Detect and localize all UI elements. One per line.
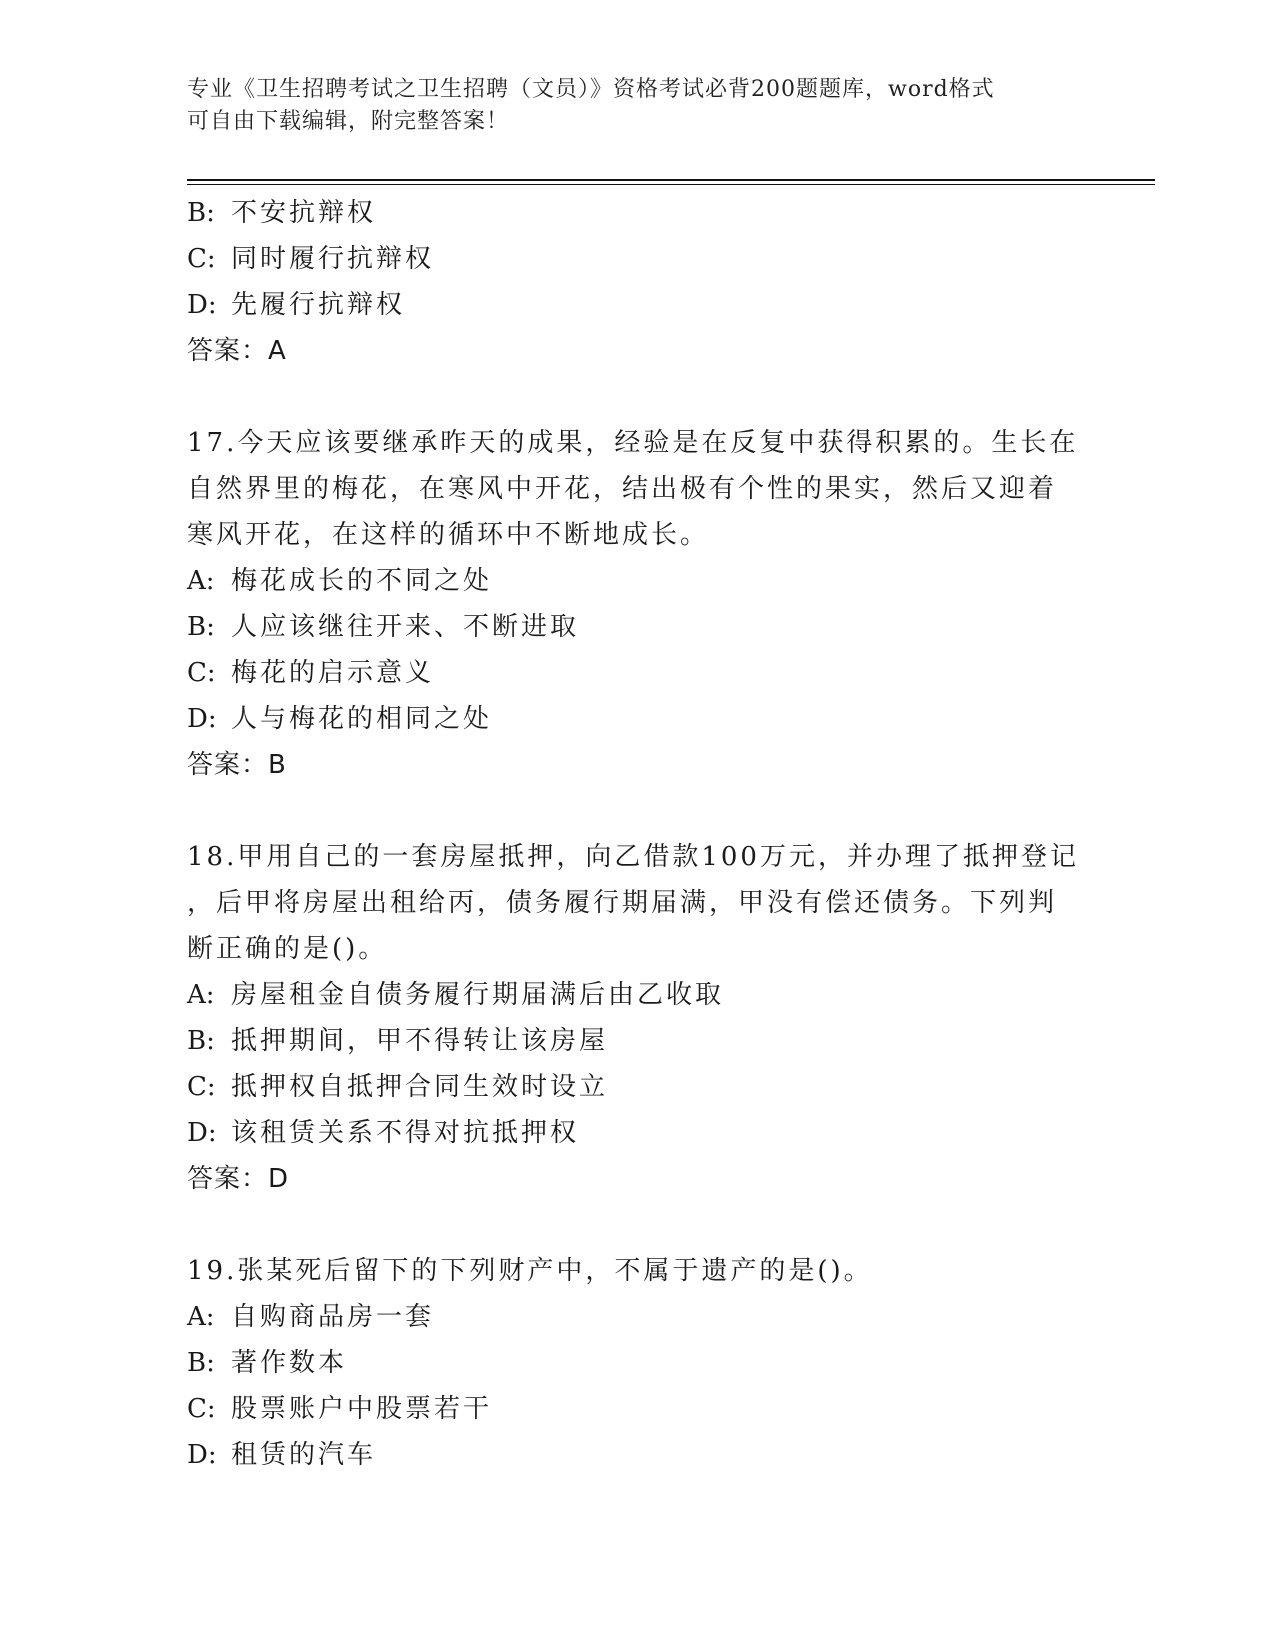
option-b <box>187 1340 1087 1386</box>
option-c <box>187 1386 1087 1432</box>
option-d <box>187 282 1087 328</box>
option-a <box>187 1294 1087 1340</box>
option-b <box>187 604 1087 650</box>
question-block <box>187 190 1087 374</box>
question-block <box>187 420 1087 788</box>
option-text: 人与梅花的相同之处 <box>231 704 493 734</box>
option-text: 房屋租金自债务履行期届满后由乙收取 <box>231 980 725 1010</box>
option-text: 著作数本 <box>231 1348 348 1378</box>
option-b <box>187 1018 1087 1064</box>
option-a <box>187 972 1087 1018</box>
option-key: C: <box>187 1394 216 1424</box>
option-text: 该租赁关系不得对抗抵押权 <box>231 1118 580 1148</box>
question-text-line: 18.甲用自己的一套房屋抵押，向乙借款100万元，并办理了抵押登记 <box>187 842 1079 872</box>
option-text: 抵押权自抵押合同生效时设立 <box>231 1072 609 1102</box>
option-d <box>187 1432 1087 1478</box>
option-d <box>187 696 1087 742</box>
option-text: 先履行抗辩权 <box>231 290 406 320</box>
header-line-2: 可自由下载编辑，附完整答案！ <box>187 109 510 134</box>
option-text: 租赁的汽车 <box>231 1440 377 1470</box>
header-divider <box>187 179 1155 181</box>
option-key: C: <box>187 1072 216 1102</box>
document-header <box>187 74 1087 138</box>
answer-line: 答案：D <box>187 1164 290 1194</box>
option-key: D: <box>187 1440 217 1470</box>
question-text-line: 断正确的是()。 <box>187 934 388 964</box>
option-key: B: <box>187 1026 215 1056</box>
header-divider-thin <box>187 184 1155 185</box>
answer-line: 答案：B <box>187 750 287 780</box>
option-c <box>187 1064 1087 1110</box>
header-line-1: 专业《卫生招聘考试之卫生招聘（文员）》资格考试必背200题题库，word格式 <box>187 77 995 102</box>
option-b <box>187 190 1087 236</box>
option-text: 股票账户中股票若干 <box>231 1394 493 1424</box>
option-text: 梅花成长的不同之处 <box>231 566 493 596</box>
option-d <box>187 1110 1087 1156</box>
option-key: D: <box>187 704 217 734</box>
option-key: A: <box>187 1302 215 1332</box>
question-list <box>187 190 1087 1478</box>
option-key: B: <box>187 198 215 228</box>
option-key: A: <box>187 980 215 1010</box>
question-text-line: 19.张某死后留下的下列财产中，不属于遗产的是()。 <box>187 1256 873 1286</box>
option-key: D: <box>187 1118 217 1148</box>
option-key: C: <box>187 244 216 274</box>
option-key: D: <box>187 290 217 320</box>
question-text-line: 17.今天应该要继承昨天的成果，经验是在反复中获得积累的。生长在 <box>187 428 1079 458</box>
option-text: 同时履行抗辩权 <box>231 244 435 274</box>
option-text: 人应该继往开来、不断进取 <box>231 612 580 642</box>
question-block <box>187 834 1087 1202</box>
option-text: 自购商品房一套 <box>231 1302 435 1332</box>
option-key: B: <box>187 1348 215 1378</box>
option-c <box>187 236 1087 282</box>
question-text-line: ，后甲将房屋出租给丙，债务履行期届满，甲没有偿还债务。下列判 <box>187 888 1058 918</box>
option-key: A: <box>187 566 215 596</box>
question-block <box>187 1248 1087 1478</box>
option-a <box>187 558 1087 604</box>
option-text: 梅花的启示意义 <box>231 658 435 688</box>
answer-line: 答案：A <box>187 336 287 366</box>
question-text-line: 自然界里的梅花，在寒风中开花，结出极有个性的果实，然后又迎着 <box>187 474 1058 504</box>
option-text: 抵押期间，甲不得转让该房屋 <box>231 1026 609 1056</box>
option-text: 不安抗辩权 <box>231 198 377 228</box>
option-key: B: <box>187 612 215 642</box>
option-key: C: <box>187 658 216 688</box>
question-text-line: 寒风开花，在这样的循环中不断地成长。 <box>187 520 710 550</box>
option-c <box>187 650 1087 696</box>
